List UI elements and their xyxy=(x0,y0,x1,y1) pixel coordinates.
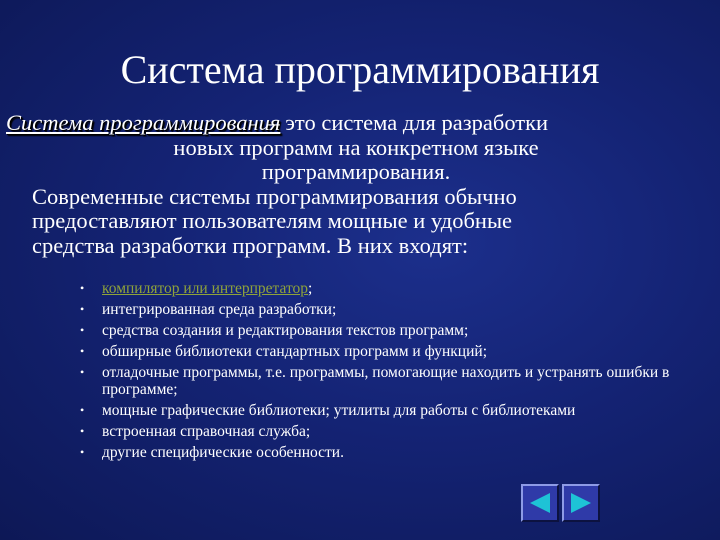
intro-paragraph xyxy=(6,111,706,258)
list-item-text: интегрированная среда разработки; xyxy=(102,301,337,318)
intro-line-2: новых программ на конкретном языке xyxy=(173,134,539,160)
list-item xyxy=(80,423,670,440)
term-highlight: Система программирования xyxy=(6,110,281,135)
bullet-icon: • xyxy=(80,281,85,295)
intro-line-4: Современные системы программирования обычно xyxy=(32,183,517,209)
intro-line-6: средства разработки программ. В них входят: xyxy=(32,232,469,258)
intro-line-5: предоставляют пользователям мощные и удобные xyxy=(32,208,513,233)
list-item xyxy=(80,322,670,339)
list-item xyxy=(80,343,670,360)
bullet-icon: • xyxy=(80,302,85,316)
list-item-text: средства создания и редактирования текстов программ; xyxy=(102,322,469,339)
next-slide-button[interactable] xyxy=(562,484,600,522)
list-item-suffix: ; xyxy=(308,280,313,297)
bullet-icon: • xyxy=(80,424,85,438)
arrow-right-icon xyxy=(569,491,593,515)
compiler-link[interactable]: компилятор или интерпретатор xyxy=(102,280,309,297)
bullet-icon: • xyxy=(80,445,85,459)
list-item xyxy=(80,280,670,297)
list-item-text: другие специфические особенности. xyxy=(102,444,344,461)
list-item-text: встроенная справочная служба; xyxy=(102,423,311,440)
bullet-icon: • xyxy=(80,365,85,379)
intro-line-1-rest: – это система для разработки xyxy=(268,110,549,135)
slide-title: Система программирования xyxy=(120,47,600,92)
bullet-icon: • xyxy=(80,403,85,417)
intro-line-1 xyxy=(6,111,706,136)
list-item xyxy=(80,402,670,419)
list-item-text: отладочные программы, т.е. программы, помогающие находить и устранять ошибки в программе; xyxy=(102,364,670,398)
list-item xyxy=(80,301,670,318)
bullet-icon: • xyxy=(80,323,85,337)
intro-line-3: программирования. xyxy=(261,159,451,184)
list-item-text: мощные графические библиотеки; утилиты для работы с библиотеками xyxy=(102,402,576,419)
slide-navigation xyxy=(521,484,601,522)
previous-slide-button[interactable] xyxy=(521,484,559,522)
bullet-icon: • xyxy=(80,344,85,358)
features-list xyxy=(80,280,670,465)
list-item-text: обширные библиотеки стандартных программ и функций; xyxy=(102,343,487,360)
arrow-left-icon xyxy=(528,491,552,515)
list-item xyxy=(80,364,670,398)
list-item xyxy=(80,444,670,461)
